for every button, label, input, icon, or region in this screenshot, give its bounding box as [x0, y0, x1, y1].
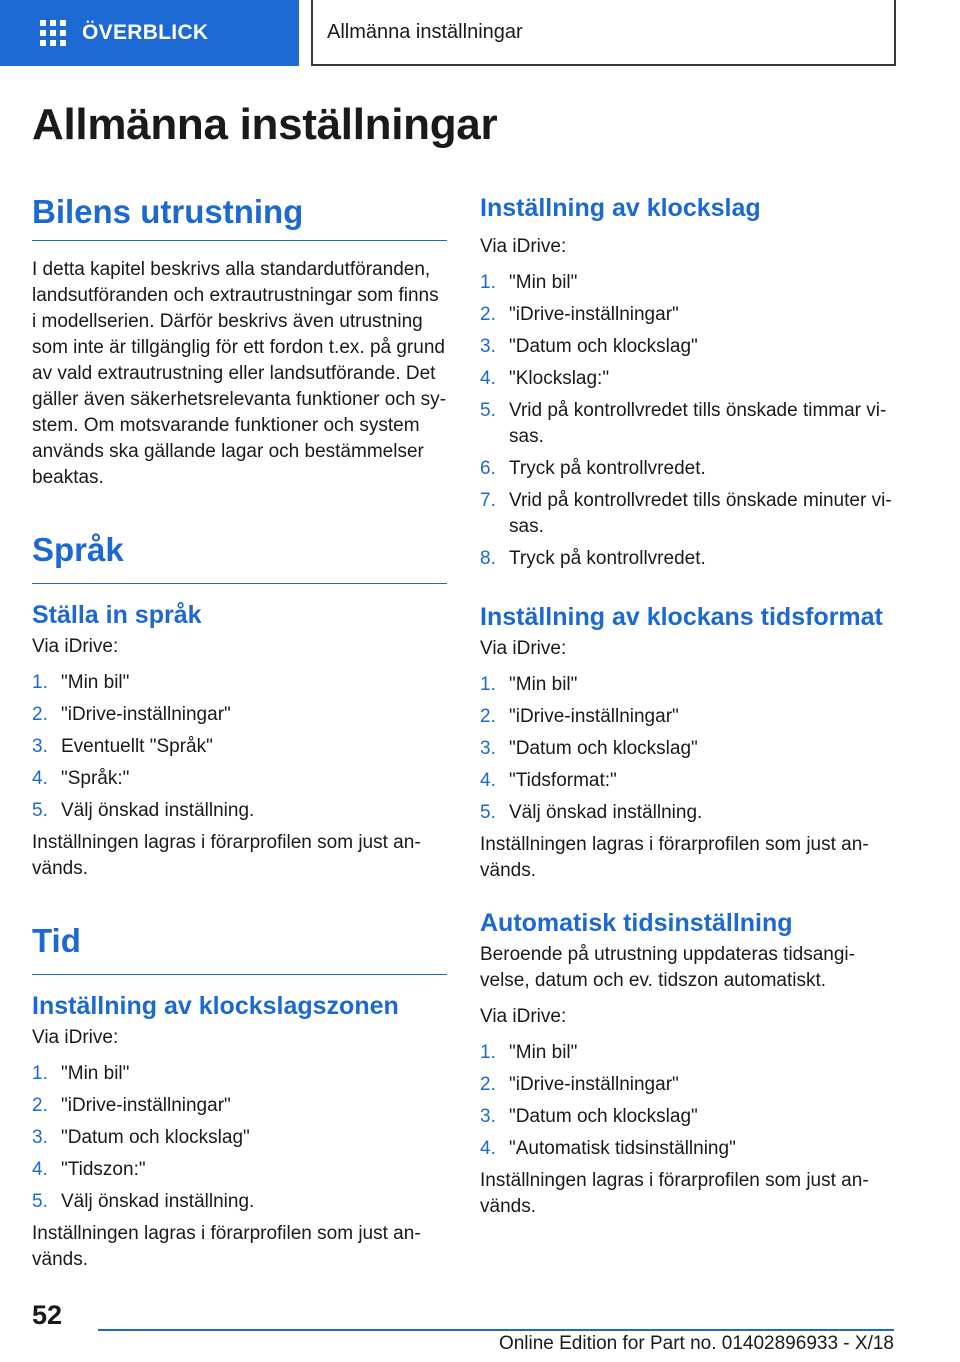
- list-item: [480, 704, 895, 730]
- step-text: Vrid på kontrollvredet tills önskade timmar visas.: [509, 400, 887, 447]
- list-item: [480, 800, 895, 826]
- step-number: 3.: [480, 1106, 496, 1127]
- list-item: [32, 670, 447, 696]
- step-number: 1.: [32, 1063, 48, 1084]
- list-item: [480, 1136, 895, 1162]
- list-item: [480, 1072, 895, 1098]
- step-number: 7.: [480, 490, 496, 511]
- step-text: Tryck på kontrollvredet.: [509, 458, 706, 479]
- step-number: 1.: [32, 672, 48, 693]
- section-title-time: Tid: [32, 910, 447, 975]
- list-item: [480, 334, 895, 360]
- auto-time-note: Inställningen lagras i förarprofilen som just används.: [480, 1170, 869, 1217]
- step-number: 2.: [32, 704, 48, 725]
- step-text: "iDrive-inställningar": [61, 704, 231, 725]
- step-number: 2.: [480, 706, 496, 727]
- right-column: [480, 186, 895, 1220]
- step-text: "Min bil": [509, 1042, 578, 1063]
- breadcrumb-text: Allmänna inställningar: [327, 20, 523, 43]
- step-text: "Språk:": [61, 768, 130, 789]
- step-text: "Tidsformat:": [509, 770, 617, 791]
- step-text: Tryck på kontrollvredet.: [509, 548, 706, 569]
- step-text: Välj önskad inställning.: [61, 800, 255, 821]
- auto-time-paragraph: Beroende på utrustning uppdateras tidsangivelse, datum och ev. tidszon automatiskt.: [480, 944, 855, 991]
- list-item: [32, 766, 447, 792]
- step-number: 5.: [32, 800, 48, 821]
- timezone-note: Inställningen lagras i förarprofilen som just används.: [32, 1223, 421, 1270]
- step-text: "Datum och klockslag": [509, 738, 698, 759]
- step-number: 1.: [480, 272, 496, 293]
- list-item: [32, 1189, 447, 1215]
- step-number: 5.: [32, 1191, 48, 1212]
- footer-divider: [98, 1329, 894, 1331]
- subsection-title-set-language: Ställa in språk: [32, 601, 202, 629]
- step-text: Vrid på kontrollvredet tills önskade minuter visas.: [509, 490, 892, 537]
- step-text: Välj önskad inställning.: [509, 802, 703, 823]
- step-text: "iDrive-inställningar": [509, 304, 679, 325]
- grid-menu-icon: [40, 20, 66, 46]
- list-item: [480, 270, 895, 296]
- list-item: [480, 1040, 895, 1066]
- list-item: [32, 798, 447, 824]
- step-text: "Datum och klockslag": [509, 1106, 698, 1127]
- step-text: "Automatisk tidsinställning": [509, 1138, 736, 1159]
- step-text: Eventuellt "Språk": [61, 736, 213, 757]
- step-number: 3.: [32, 736, 48, 757]
- step-text: "Min bil": [61, 672, 130, 693]
- list-item: [32, 1125, 447, 1151]
- footer-edition: Online Edition for Part no. 01402896933 - X/18: [498, 1333, 894, 1354]
- step-number: 4.: [32, 768, 48, 789]
- auto-time-steps: [480, 1040, 895, 1162]
- subsection-title-timezone: Inställning av klockslagszonen: [32, 992, 399, 1020]
- step-number: 1.: [480, 1042, 496, 1063]
- list-item: [32, 1157, 447, 1183]
- left-column: [32, 186, 447, 1273]
- step-text: "iDrive-inställningar": [61, 1095, 231, 1116]
- list-item: [32, 702, 447, 728]
- step-text: "Klockslag:": [509, 368, 610, 389]
- section-title-language: Språk: [32, 519, 447, 584]
- subsection-title-clock: Inställning av klockslag: [480, 194, 761, 222]
- step-number: 2.: [480, 304, 496, 325]
- subsection-title-auto-time: Automatisk tidsinställning: [480, 909, 793, 937]
- overview-button[interactable]: [0, 0, 299, 66]
- list-item: [32, 1061, 447, 1087]
- step-number: 4.: [480, 368, 496, 389]
- step-text: "Datum och klockslag": [509, 336, 698, 357]
- language-note: Inställningen lagras i förarprofilen som just används.: [32, 832, 421, 879]
- list-item: [480, 366, 895, 392]
- via-idrive-label: Via iDrive:: [480, 1006, 567, 1027]
- step-number: 5.: [480, 400, 496, 421]
- step-text: "Datum och klockslag": [61, 1127, 250, 1148]
- time-format-note: Inställningen lagras i förarprofilen som just används.: [480, 834, 869, 881]
- via-idrive-label: Via iDrive:: [480, 638, 567, 659]
- step-text: "iDrive-inställningar": [509, 1074, 679, 1095]
- list-item: [480, 302, 895, 328]
- section-title-equipment: Bilens utrustning: [32, 186, 447, 241]
- page-number: 52: [32, 1300, 63, 1330]
- step-text: "Min bil": [509, 272, 578, 293]
- page-title: Allmänna inställningar: [32, 100, 498, 149]
- overview-label: ÖVERBLICK: [82, 21, 209, 44]
- equipment-paragraph: I detta kapitel beskrivs alla standardutföranden, landsutföranden och extrautrustningar som finns i modellserien. Därför beskrivs även utrustning som inte är tillgänglig för ett fordon t.ex. på grund av vald extrautrustning eller landsutförande. Det gäller även säkerhetsrelevanta funktioner och system. Om motsvarande funktioner och system används ska gällande lagar och bestämmelser beaktas.: [32, 259, 447, 488]
- step-number: 4.: [480, 770, 496, 791]
- step-text: Välj önskad inställning.: [61, 1191, 255, 1212]
- step-number: 2.: [32, 1095, 48, 1116]
- via-idrive-label: Via iDrive:: [480, 236, 567, 257]
- step-number: 6.: [480, 458, 496, 479]
- clock-steps: [480, 270, 895, 572]
- list-item: [480, 768, 895, 794]
- list-item: [32, 734, 447, 760]
- subsection-title-time-format: Inställning av klockans tidsformat: [480, 603, 883, 631]
- header: [0, 0, 960, 66]
- step-number: 1.: [480, 674, 496, 695]
- list-item: [480, 456, 895, 482]
- time-format-steps: [480, 672, 895, 826]
- via-idrive-label: Via iDrive:: [32, 636, 119, 657]
- breadcrumb[interactable]: [311, 0, 896, 66]
- language-steps: [32, 670, 447, 824]
- step-number: 5.: [480, 802, 496, 823]
- step-number: 4.: [32, 1159, 48, 1180]
- step-text: "iDrive-inställningar": [509, 706, 679, 727]
- step-number: 3.: [32, 1127, 48, 1148]
- list-item: [32, 1093, 447, 1119]
- step-text: "Tidszon:": [61, 1159, 146, 1180]
- list-item: [480, 1104, 895, 1130]
- list-item: [480, 672, 895, 698]
- timezone-steps: [32, 1061, 447, 1215]
- list-item: [480, 736, 895, 762]
- list-item: [480, 488, 895, 540]
- step-number: 2.: [480, 1074, 496, 1095]
- step-text: "Min bil": [509, 674, 578, 695]
- step-text: "Min bil": [61, 1063, 130, 1084]
- list-item: [480, 546, 895, 572]
- list-item: [480, 398, 895, 450]
- step-number: 3.: [480, 738, 496, 759]
- step-number: 4.: [480, 1138, 496, 1159]
- step-number: 3.: [480, 336, 496, 357]
- via-idrive-label: Via iDrive:: [32, 1027, 119, 1048]
- step-number: 8.: [480, 548, 496, 569]
